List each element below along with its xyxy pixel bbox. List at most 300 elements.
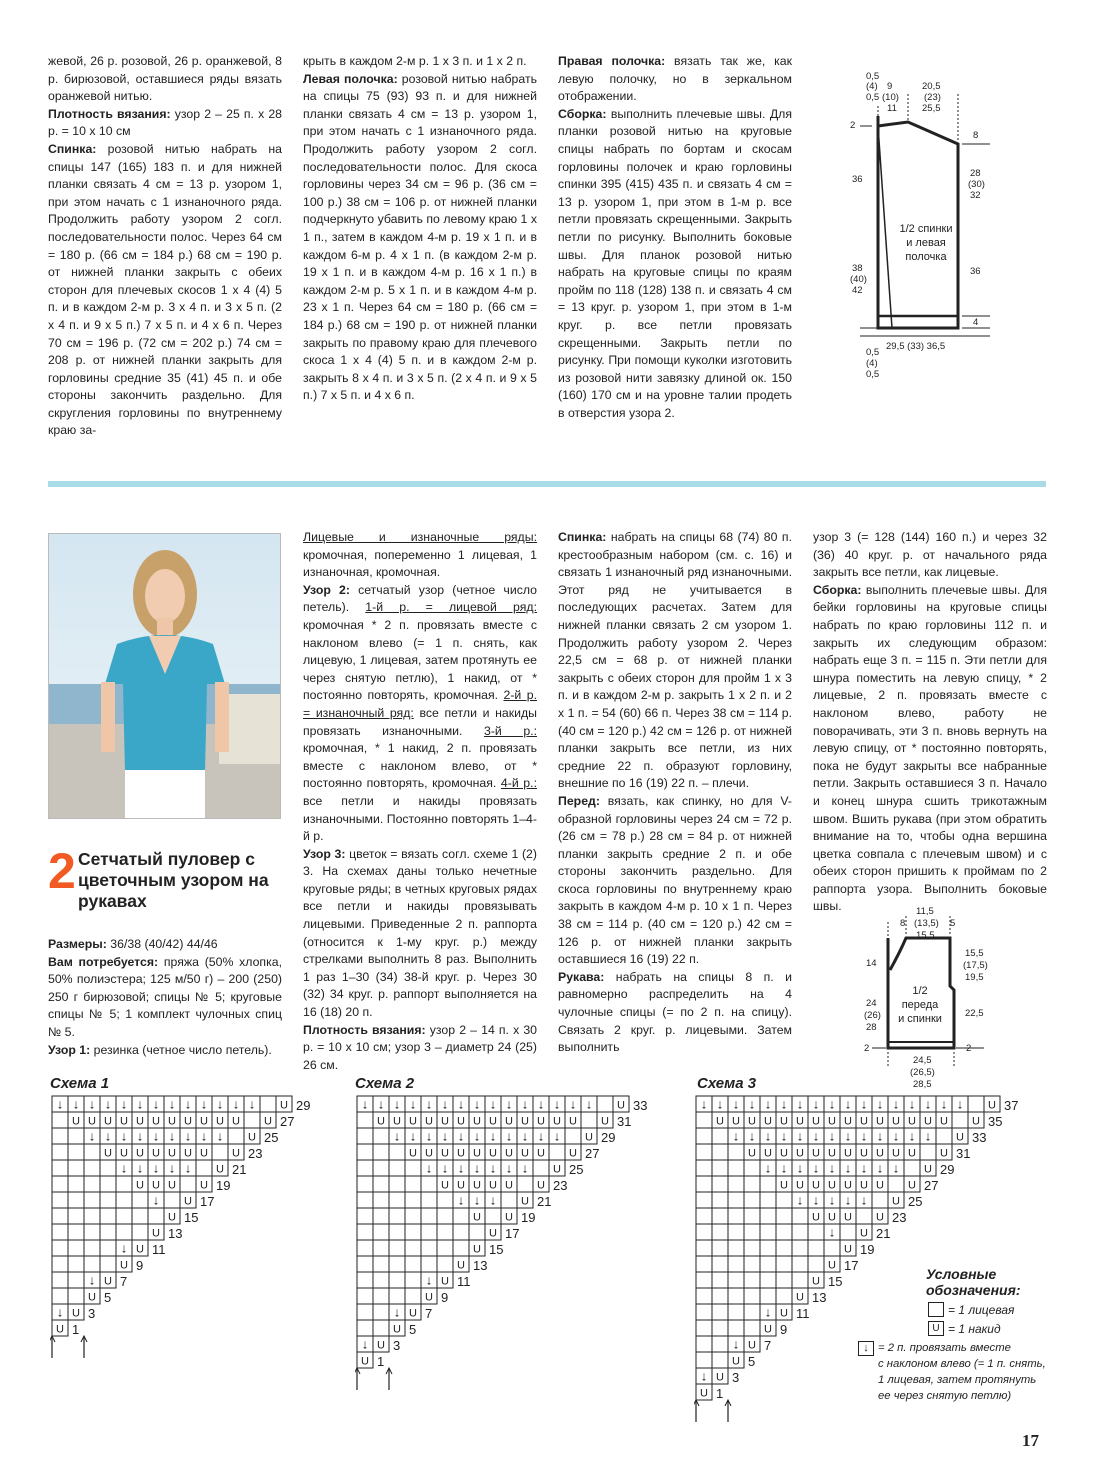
yarn-over-symbol: U [104, 1275, 112, 1288]
row-number: 23 [892, 1210, 907, 1225]
chart-cell [421, 1256, 437, 1272]
decrease-symbol: ↓ [537, 1128, 545, 1144]
chart-cell [952, 1112, 968, 1128]
yarn-over-symbol: U [748, 1147, 756, 1160]
chart-cell [744, 1272, 760, 1288]
chart-cell [744, 1160, 760, 1176]
decrease-symbol: ↓ [844, 1192, 852, 1208]
yarn-over-symbol: U [425, 1147, 433, 1160]
yarn-over-symbol: U [828, 1179, 836, 1192]
yarn-over-symbol: U [940, 1115, 948, 1128]
yarn-over-symbol: U [764, 1323, 772, 1336]
yarn-over-symbol: U [812, 1179, 820, 1192]
chart-cell [68, 1128, 84, 1144]
yarn-over-symbol: U [828, 1211, 836, 1224]
decrease-symbol: ↓ [828, 1192, 836, 1208]
decrease-symbol: ↓ [780, 1096, 788, 1112]
decrease-symbol: ↓ [828, 1096, 836, 1112]
decrease-symbol: ↓ [700, 1368, 708, 1384]
dim-text: 8 [900, 918, 906, 929]
decrease-symbol: ↓ [521, 1160, 529, 1176]
row-number: 17 [505, 1226, 520, 1241]
chart-cell [389, 1288, 405, 1304]
yarn-over-symbol: U [120, 1147, 128, 1160]
decrease-symbol: ↓ [489, 1128, 497, 1144]
yarn-over-symbol: U [88, 1115, 96, 1128]
chart-cell [696, 1256, 712, 1272]
decrease-symbol: ↓ [844, 1096, 852, 1112]
chart-cell [100, 1160, 116, 1176]
row-number: 19 [521, 1210, 536, 1225]
text: пряжа (50% хлопка, 50% полиэстера; 125 м/50 г) – 200 (250) 250 г бирюзовой; спицы № 5; круговые спицы № 5; 1 комплект чулочных спиц № 5. [48, 954, 282, 1039]
chart-cell [52, 1224, 68, 1240]
yarn-over-symbol: U [425, 1115, 433, 1128]
yarn-over-symbol: U [457, 1179, 465, 1192]
chart-cell [517, 1176, 533, 1192]
top-col2 [303, 53, 537, 405]
yarn-over-symbol: U [88, 1291, 96, 1304]
yarn-over-symbol: U [168, 1211, 176, 1224]
yarn-over-symbol: U [732, 1115, 740, 1128]
chart-cell [712, 1320, 728, 1336]
chart-cell [453, 1208, 469, 1224]
text: цветок = вязать согл. схеме 1 (2) 3. На схемах даны только нечетные круговые ряды; в четных круговых рядах все петли и накиды провязывать лицевыми. Приведенные 2 п. раппорта (относится к 1-му круг. р.) между стрелками выполнить 8 раз. Выполнить 1 раз 1–30 (34) 38-й круг. р. Через 30 (32) 34 круг. р. раппорт выполняется на 16 (18) 20 п. [303, 846, 537, 1020]
yarn-over-symbol: U [585, 1131, 593, 1144]
yarn-over-symbol: U [700, 1387, 708, 1400]
text: кромочная, попеременно 1 лицевая, 1 изнаночная, кромочная. [303, 547, 537, 580]
yarn-over-symbol: U [796, 1291, 804, 1304]
page-number: 17 [1022, 1431, 1039, 1450]
row-number: 3 [88, 1306, 96, 1321]
chart-cell [792, 1224, 808, 1240]
decrease-symbol: ↓ [136, 1096, 144, 1112]
yarn-over-symbol: U [473, 1179, 481, 1192]
chart-cell [389, 1272, 405, 1288]
text: все петли и накиды провязать изнаночными. Постоянно повторять 1–4-й р. [303, 793, 537, 844]
yarn-over-symbol: U [216, 1163, 224, 1176]
chart-cell [132, 1208, 148, 1224]
decrease-symbol: ↓ [716, 1096, 724, 1112]
decrease-symbol: ↓ [473, 1160, 481, 1176]
chart-cell [373, 1208, 389, 1224]
label: Плотность вязания: [303, 1022, 426, 1037]
chart-cell [712, 1176, 728, 1192]
chart-cell [116, 1176, 132, 1192]
decrease-symbol: ↓ [88, 1272, 96, 1288]
chart-cell [228, 1128, 244, 1144]
chart-cell [485, 1208, 501, 1224]
text: узор 2 – 14 п. х 30 р. = 10 х 10 см; узор 3 – диаметр 24 (25) 26 см. [303, 1022, 538, 1072]
decrease-symbol: ↓ [489, 1160, 497, 1176]
text: 36/38 (40/42) 44/46 [106, 937, 218, 951]
yarn-over-symbol: U [537, 1115, 545, 1128]
dim-text: 28,5 [913, 1079, 932, 1090]
chart-cell [696, 1112, 712, 1128]
yarn-over-symbol: U [264, 1115, 272, 1128]
chart-cell [776, 1224, 792, 1240]
decrease-symbol: ↓ [200, 1096, 208, 1112]
decrease-symbol: ↓ [120, 1160, 128, 1176]
row-number: 1 [377, 1354, 385, 1369]
chart-cell [696, 1272, 712, 1288]
text: жевой, 26 р. розовой, 26 р. оранжевой, 8 р. бирюзовой, оставшиеся ряды вязать оранжевой нитью. [48, 54, 282, 104]
decrease-symbol: ↓ [796, 1096, 804, 1112]
yarn-over-symbol: U [860, 1147, 868, 1160]
chart-cell [373, 1144, 389, 1160]
chart-cell [712, 1128, 728, 1144]
decrease-symbol: ↓ [585, 1096, 593, 1112]
decrease-symbol: ↓ [860, 1128, 868, 1144]
decrease-symbol: ↓ [425, 1128, 433, 1144]
yarn-over-symbol: U [489, 1227, 497, 1240]
yarn-over-symbol: U [136, 1147, 144, 1160]
decrease-symbol: ↓ [876, 1160, 884, 1176]
yarn-over-symbol: U [200, 1147, 208, 1160]
decrease-symbol: ↓ [860, 1096, 868, 1112]
row-number: 19 [860, 1242, 875, 1257]
yarn-over-symbol: U [764, 1115, 772, 1128]
chart-cell [357, 1288, 373, 1304]
text: крыть в каждом 2-м р. 1 х 3 п. и 1 х 2 п. [303, 54, 527, 68]
chart-cell [357, 1320, 373, 1336]
yarn-over-symbol: U [521, 1147, 529, 1160]
chart-cell [405, 1176, 421, 1192]
decrease-symbol: ↓ [924, 1128, 932, 1144]
decrease-symbol: ↓ [764, 1160, 772, 1176]
pattern-diagram-back [830, 66, 1000, 386]
scheme-1-chart [50, 1094, 340, 1364]
chart-cell [52, 1288, 68, 1304]
yarn-over-symbol: U [473, 1115, 481, 1128]
chart-cell [776, 1240, 792, 1256]
chart-cell [728, 1320, 744, 1336]
yarn-over-symbol: U [860, 1179, 868, 1192]
bottom-col1 [48, 936, 282, 1059]
row-number: 1 [716, 1386, 724, 1401]
chart-cell [405, 1240, 421, 1256]
row-number: 29 [296, 1098, 311, 1113]
yarn-over-symbol: U [441, 1147, 449, 1160]
yarn-over-symbol: U [716, 1115, 724, 1128]
row-number: 11 [796, 1306, 810, 1321]
row-number: 21 [232, 1162, 247, 1177]
yarn-over-symbol: U [168, 1115, 176, 1128]
chart-cell [116, 1192, 132, 1208]
decrease-symbol: ↓ [409, 1096, 417, 1112]
yarn-over-symbol: U [988, 1099, 996, 1112]
decrease-symbol: ↓ [56, 1304, 64, 1320]
row-label: 2-й р. = изнаночный ряд: [303, 688, 537, 720]
dim-text: 9 [887, 81, 893, 92]
label: Плотность вязания: [48, 106, 171, 121]
decrease-symbol: ↓ [168, 1128, 176, 1144]
yarn-over-symbol: U [812, 1115, 820, 1128]
chart-cell [728, 1208, 744, 1224]
chart-cell [357, 1240, 373, 1256]
row-number: 9 [136, 1258, 144, 1273]
chart-cell [533, 1160, 549, 1176]
decrease-symbol: ↓ [377, 1096, 385, 1112]
decrease-symbol: ↓ [812, 1192, 820, 1208]
decrease-symbol: ↓ [505, 1160, 513, 1176]
chart-cell [389, 1192, 405, 1208]
label: Правая полочка: [558, 54, 666, 68]
chart-cell [68, 1240, 84, 1256]
article-number: 2 [48, 843, 76, 899]
chart-cell [728, 1224, 744, 1240]
chart-cell [549, 1144, 565, 1160]
chart-cell [840, 1224, 856, 1240]
decrease-symbol: ↓ [120, 1240, 128, 1256]
yarn-over-symbol: U [393, 1323, 401, 1336]
decrease-symbol: ↓ [700, 1096, 708, 1112]
chart-cell [792, 1272, 808, 1288]
model-photo [48, 533, 281, 819]
row-number: 5 [748, 1354, 756, 1369]
chart-cell [405, 1192, 421, 1208]
dim-text: 15,5 [916, 930, 935, 941]
decrease-symbol: ↓ [521, 1096, 529, 1112]
label: Узор 3: [303, 846, 346, 861]
row-number: 13 [812, 1290, 827, 1305]
chart-cell [728, 1144, 744, 1160]
dim-text: (26) [864, 1010, 881, 1021]
decrease-symbol: ↓ [393, 1128, 401, 1144]
chart-cell [357, 1192, 373, 1208]
chart-cell [968, 1096, 984, 1112]
yarn-over-symbol: U [828, 1259, 836, 1272]
decrease-symbol: ↓ [425, 1272, 433, 1288]
text: вязать, как спинку, но для V-образной горловины через 24 см = 72 р. (26 см = 78 р.) 28 см = 84 р. от нижней планки закрыть средние 2 п. и обе стороны закончить раздельно. Для скоса горловины по внутреннему краю закрыть в каждом 4-м р. 10 х 1 п. Через 38 см = 114 р. (40 см = 120 р.) 42 см = 126 р. от нижней планки закрыть оставшиеся 16 (19) 22 п. [558, 793, 792, 967]
decrease-symbol: ↓ [200, 1128, 208, 1144]
chart-cell [712, 1352, 728, 1368]
chart-cell [84, 1256, 100, 1272]
chart-cell [373, 1256, 389, 1272]
section-divider [48, 481, 1046, 487]
decrease-symbol: ↓ [152, 1096, 160, 1112]
chart-cell [744, 1256, 760, 1272]
chart-cell [581, 1112, 597, 1128]
chart-cell [405, 1256, 421, 1272]
yarn-over-symbol: U [828, 1147, 836, 1160]
chart-cell [260, 1096, 276, 1112]
decrease-symbol: ↓ [248, 1096, 256, 1112]
decrease-symbol: ↓ [940, 1096, 948, 1112]
chart-cell [68, 1160, 84, 1176]
text: розовой нитью набрать на спицы 147 (165) 183 п. и для нижней планки связать 4 см = 13 р. узором 1, при этом начать с 1 изнаночного ряда. Продолжить работу узором 2 согл. последовательности полос. Через 64 см = 180 р. (66 см = 184 р.) 68 см = 190 р. от нижней планки закрыть с обеих сторон для плечевых скосов 1 х 4 (4) 5 п. и в каждом 2-м р. 3 х 4 п. и 3 х 5 п. (2 х 4 п. и 9 х 5 п.) 7 х 5 п. и 4 х 6 п. Через 70 см = 196 р. (72 см = 202 р.) 74 см = 208 р. от нижней планки закрыть для горловины средние 35 (41) 45 п. и обе стороны закончить раздельно. Для скругления горловины по внутреннему краю за- [48, 141, 282, 438]
yarn-over-symbol: U [441, 1179, 449, 1192]
chart-cell [100, 1192, 116, 1208]
decrease-symbol: ↓ [56, 1096, 64, 1112]
yarn-over-symbol: U [232, 1147, 240, 1160]
yarn-over-symbol: U [764, 1147, 772, 1160]
chart-cell [373, 1192, 389, 1208]
chart-cell [696, 1352, 712, 1368]
yarn-over-symbol: U [828, 1115, 836, 1128]
row-number: 31 [617, 1114, 632, 1129]
dim-text: 4 [973, 317, 979, 328]
chart-cell [84, 1176, 100, 1192]
decrease-symbol: ↓ [812, 1128, 820, 1144]
legend [850, 1266, 1050, 1404]
yarn-over-symbol: U [361, 1355, 369, 1368]
yarn-over-symbol: U [152, 1147, 160, 1160]
decrease-symbol: ↓ [184, 1096, 192, 1112]
chart-cell [68, 1144, 84, 1160]
yarn-over-symbol: U [136, 1115, 144, 1128]
chart-cell [696, 1304, 712, 1320]
text: кромочная, * 1 накид, 2 п. провязать вместе с наклоном влево, от * постоянно повторять, кромочная. [303, 741, 537, 791]
yarn-over-symbol: U [860, 1115, 868, 1128]
dim-text: (10) [882, 92, 899, 103]
chart-cell [728, 1192, 744, 1208]
yarn-over-symbol: U [956, 1131, 964, 1144]
text: все петли и накиды провязать изнаночными. [303, 705, 537, 738]
legend-text: 1 лицевая, затем протянуть [878, 1374, 1037, 1386]
chart-cell [728, 1272, 744, 1288]
chart-cell [760, 1240, 776, 1256]
decrease-symbol: ↓ [764, 1128, 772, 1144]
decrease-symbol: ↓ [828, 1128, 836, 1144]
chart-cell [373, 1304, 389, 1320]
chart-cell [712, 1160, 728, 1176]
chart-cell [373, 1240, 389, 1256]
chart-cell [373, 1288, 389, 1304]
chart-cell [744, 1192, 760, 1208]
chart-cell [696, 1240, 712, 1256]
pattern-diagram-front [858, 902, 998, 1092]
bottom-col3 [558, 529, 792, 1057]
decrease-symbol: ↓ [168, 1160, 176, 1176]
yarn-over-symbol: U [184, 1147, 192, 1160]
chart-cell [68, 1288, 84, 1304]
decrease-symbol: ↓ [120, 1128, 128, 1144]
chart-cell [52, 1240, 68, 1256]
row-number: 29 [940, 1162, 955, 1177]
chart-cell [84, 1192, 100, 1208]
row-number: 17 [200, 1194, 215, 1209]
yarn-over-symbol: U [569, 1115, 577, 1128]
decrease-symbol: ↓ [876, 1096, 884, 1112]
decrease-symbol: ↓ [908, 1128, 916, 1144]
chart-cell [405, 1288, 421, 1304]
text: вязать так же, как левую полочку, но в зеркальном отображении. [558, 54, 793, 104]
chart-cell [744, 1288, 760, 1304]
decrease-symbol: ↓ [780, 1128, 788, 1144]
decrease-symbol: ↓ [168, 1096, 176, 1112]
row-number: 9 [441, 1290, 449, 1305]
decrease-symbol: ↓ [184, 1160, 192, 1176]
decrease-symbol: ↓ [409, 1128, 417, 1144]
yarn-over-symbol: U [876, 1115, 884, 1128]
decrease-symbol: ↓ [393, 1096, 401, 1112]
dim-text: 0,5 [866, 71, 880, 82]
yarn-over-symbol: U [812, 1275, 820, 1288]
row-number: 5 [104, 1290, 112, 1305]
decrease-symbol: ↓ [505, 1128, 513, 1144]
chart-cell [712, 1144, 728, 1160]
decrease-symbol: ↓ [473, 1192, 481, 1208]
chart-cell [212, 1144, 228, 1160]
yarn-over-symbol: U [812, 1211, 820, 1224]
decrease-symbol: ↓ [828, 1224, 836, 1240]
decrease-symbol: ↓ [361, 1096, 369, 1112]
row-number: 7 [120, 1274, 128, 1289]
chart-cell [776, 1256, 792, 1272]
chart-cell [437, 1192, 453, 1208]
decrease-symbol: ↓ [184, 1128, 192, 1144]
yarn-over-symbol: U [489, 1147, 497, 1160]
chart-cell [357, 1272, 373, 1288]
yarn-over-symbol: U [168, 1179, 176, 1192]
chart-cell [357, 1144, 373, 1160]
yarn-over-symbol: U [908, 1147, 916, 1160]
decrease-symbol: ↓ [441, 1096, 449, 1112]
yarn-over-symbol: U [748, 1339, 756, 1352]
decrease-symbol: ↓ [732, 1336, 740, 1352]
diagram-label: 1/2 [912, 985, 928, 997]
yarn-over-symbol: U [780, 1179, 788, 1192]
yarn-over-symbol: U [441, 1115, 449, 1128]
yarn-over-symbol: U [940, 1147, 948, 1160]
legend-text: = 1 накид [948, 1321, 1001, 1336]
row-number: 11 [457, 1274, 471, 1289]
chart-cell [744, 1176, 760, 1192]
decrease-symbol: ↓ [457, 1128, 465, 1144]
row-number: 27 [585, 1146, 600, 1161]
dim-text: 0,5 [866, 369, 880, 380]
yarn-over-symbol: U [780, 1115, 788, 1128]
chart-cell [405, 1160, 421, 1176]
yarn-over-symbol: U [796, 1115, 804, 1128]
yarn-over-symbol: U [136, 1179, 144, 1192]
decrease-symbol: ↓ [553, 1096, 561, 1112]
chart-cell [421, 1208, 437, 1224]
decrease-symbol: ↓ [361, 1336, 369, 1352]
yarn-over-symbol: U [844, 1243, 852, 1256]
decrease-symbol: ↓ [473, 1128, 481, 1144]
decrease-symbol: ↓ [216, 1128, 224, 1144]
decrease-symbol: ↓ [425, 1160, 433, 1176]
dim-text: 0,5 [866, 347, 880, 358]
chart-cell [373, 1272, 389, 1288]
decrease-symbol: ↓ [136, 1160, 144, 1176]
yarn-over-symbol: U [716, 1371, 724, 1384]
row-number: 9 [780, 1322, 788, 1337]
chart-cell [776, 1272, 792, 1288]
dim-text: 2 [850, 120, 856, 131]
decrease-symbol: ↓ [232, 1096, 240, 1112]
chart-cell [389, 1256, 405, 1272]
row-number: 1 [72, 1322, 80, 1337]
row-number: 5 [409, 1322, 417, 1337]
yarn-over-symbol: U [136, 1243, 144, 1256]
yarn-over-symbol: U [409, 1147, 417, 1160]
yarn-over-symbol: U [505, 1115, 513, 1128]
decrease-symbol: ↓ [136, 1128, 144, 1144]
chart-cell [453, 1240, 469, 1256]
scheme-1-title: Схема 1 [50, 1075, 110, 1092]
chart-cell [421, 1192, 437, 1208]
chart-cell [164, 1192, 180, 1208]
text: выполнить плечевые швы. Для бейки горловины на круговые спицы набрать по краю горловины 112 п. и закрыть их следующим образом: набрать еще 3 п. = 115 п. Эти петли для шнура поместить на левую спицу, * 2 лицевые, 2 п. провязать вместе с наклоном влево, работу не поворачивать, эти 3 п. вновь вернуть на левую спицу, от * постоянно повторять, пока не будут закрыты все набранные петли. Закрыть оставшиеся 3 п. Начало и конец шнура сшить трикотажным швом. Вшить рукава (при этом обратить внимание на то, чтобы одна вершина цветка совпала с плечевым швом) и с обеих сторон пришить к проймам по 2 раппорта узора. Выполнить боковые швы. [813, 582, 1047, 914]
yarn-over-symbol: U [537, 1147, 545, 1160]
chart-cell [744, 1304, 760, 1320]
chart-cell [728, 1288, 744, 1304]
decrease-symbol: ↓ [892, 1096, 900, 1112]
row-number: 25 [569, 1162, 584, 1177]
legend-title-line: обозначения: [926, 1282, 1021, 1298]
